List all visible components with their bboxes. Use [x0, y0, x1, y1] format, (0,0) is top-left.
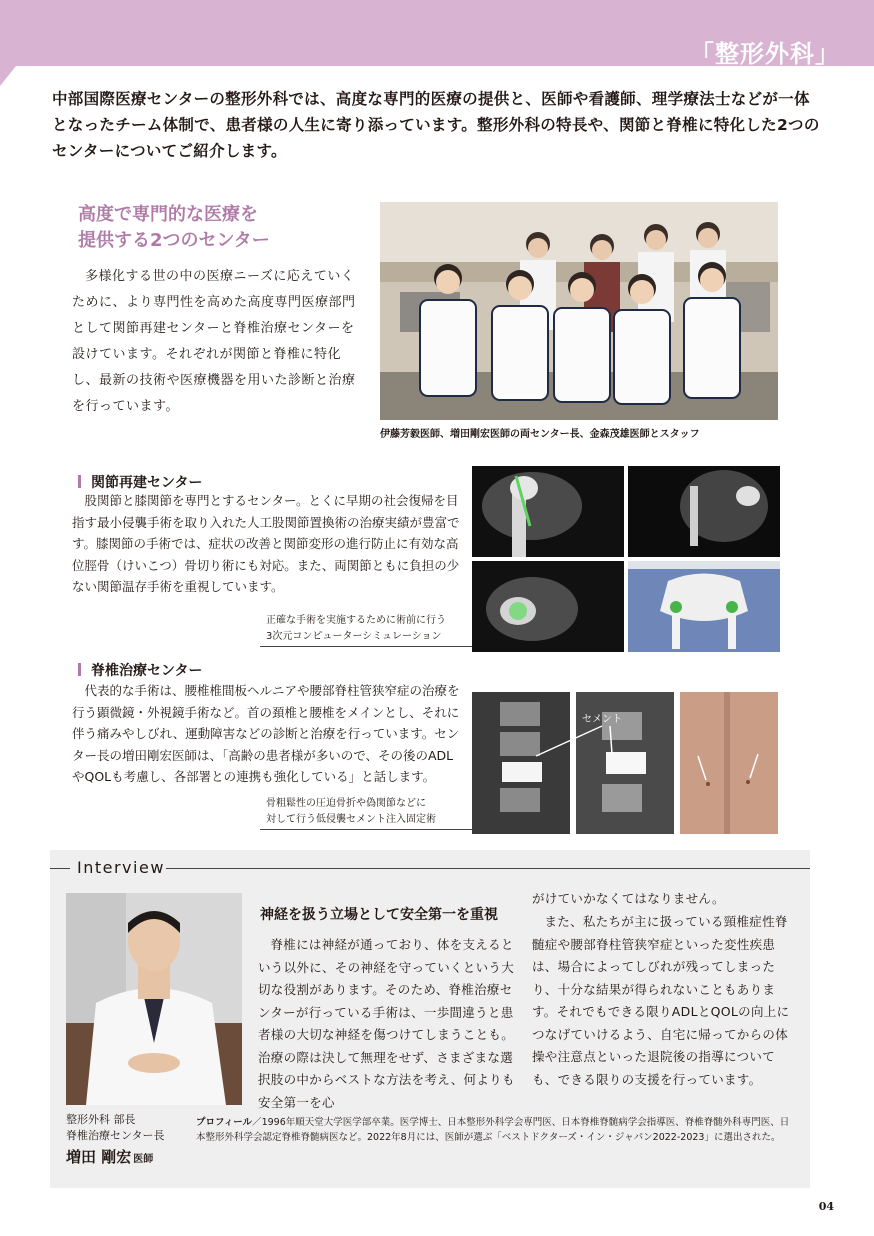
heading-bar [78, 663, 81, 676]
interview-column-2: また、私たちが主に扱っている頸椎症性脊髄症や腰部脊柱管狭窄症といった変性疾患は、場合によってしびれが残ってしまったり、十分な結果が得られないこともあります。それでもできる限りADLとQOLの向上につなげていけるよう、自宅に帰ってからの体操や注意点といった退院後の指導についても、できる限りの支援を行っています。 [532, 914, 790, 1087]
joint-caption-rule [260, 646, 472, 647]
spine-caption-line2: 対して行う低侵襲セメント注入固定術 [266, 814, 436, 825]
profile-label: プロフィール [196, 1117, 253, 1128]
ct-image-axial [472, 561, 624, 652]
interview-heading: 神経を扱う立場として安全第一を重視 [260, 907, 498, 923]
ct-image-3 [472, 561, 624, 652]
section-heading-line2: 提供する2つのセンター [78, 230, 270, 251]
interview-rule-right [166, 868, 810, 869]
spine-center-body: 代表的な手術は、腰椎椎間板ヘルニアや腰部脊柱管狭窄症の治療を行う顕微鏡・外視鏡手術など。首の頚椎と腰椎をメインとし、それに伴う痛みやしびれ、運動障害などの診断と治療を行っています。センター長の増田剛宏医師は、「高齢の患者様が多いので、その後のADLやQOLも考慮し、各部署との連携も強化している」と話します。 [72, 683, 460, 784]
interview-column-2-first-line: がけていかなくてはなりません。 [532, 891, 725, 906]
ct-simulation-images [472, 466, 780, 652]
ct-image-2 [628, 466, 780, 557]
spine-caption [266, 796, 472, 828]
doctor-title-1: 整形外科 部長 [66, 1113, 136, 1126]
department-title: 「整形外科」 [690, 40, 840, 68]
cement-label: セメント [582, 714, 622, 725]
heading-bar [78, 475, 81, 488]
spine-caption-rule [260, 829, 472, 830]
spine-images-svg [472, 692, 778, 834]
joint-center-heading [78, 472, 202, 492]
doctor-suffix: 医師 [133, 1154, 154, 1165]
interview-rule-left [50, 868, 70, 869]
spine-caption-line1: 骨粗鬆性の圧迫骨折や偽関節などに [266, 798, 426, 809]
joint-center-heading-text: 関節再建センター [91, 475, 203, 491]
spine-center-heading-text: 脊椎治療センター [91, 663, 203, 679]
joint-caption-line1: 正確な手術を実施するために術前に行う [266, 615, 446, 626]
page-number: 04 [818, 1200, 834, 1213]
spine-center-heading [78, 660, 202, 680]
team-photo-caption: 伊藤芳毅医師、増田剛宏医師の両センター長、金森茂雄医師とスタッフ [380, 429, 700, 440]
team-photo [380, 202, 778, 420]
section-body: 多様化する世の中の医療ニーズに応えていくために、より専門性を高めた高度専門医療部門として関節再建センターと脊椎治療センターを設けています。それぞれが関節と脊椎に特化し、最新の技術や医療機器を用いた診断と治療を行っています。 [72, 269, 356, 414]
ct-image-1 [472, 466, 624, 557]
doctor-photo-illustration [66, 893, 242, 1105]
section-heading [78, 202, 338, 254]
ct-image-femur-side [628, 466, 780, 557]
lead-paragraph: 中部国際医療センターの整形外科では、高度な専門的医療の提供と、医師や看護師、理学療法士などが一体となったチーム体制で、患者様の人生に寄り添っています。整形外科の特長や、関節と脊椎に特化した2つのセンターについてご紹介します。 [52, 90, 820, 160]
profile-text: ／1996年順天堂大学医学部卒業。医学博士、日本整形外科学会専門医、日本脊椎脊髄病学会指導医、脊椎脊髄外科専門医、日本整形外科学会認定脊椎脊髄病医など。2022年8月には、医師が選ぶ「ベストドクターズ・イン・ジャパン2022-2023」に選出された。 [196, 1117, 790, 1143]
joint-center-body: 股関節と膝関節を専門とするセンター。とくに早期の社会復帰を目指す最小侵襲手術を取り入れた人工股関節置換術の治療実績が豊富です。膝関節の手術では、症状の改善と関節変形の進行防止に有効な高位脛骨（けいこつ）骨切り術にも対応。また、両関節ともに負担の少ない関節温存手術を重視しています。 [72, 493, 460, 594]
doctor-title-2: 脊椎治療センター長 [66, 1129, 165, 1142]
doctor-name [66, 1146, 153, 1167]
team-photo-illustration [380, 202, 778, 420]
ct-image-3d-pelvis [628, 561, 780, 652]
header-band-notch [0, 66, 16, 86]
ct-image-4 [628, 561, 780, 652]
joint-caption-line2: 3次元コンピューターシミュレーション [266, 631, 442, 642]
doctor-name-text: 増田 剛宏 [66, 1148, 132, 1166]
interview-column-1: 脊椎には神経が通っており、体を支えるという以外に、その神経を守っていくという大切な役割があります。そのため、脊椎治療センターが行っている手術は、一歩間違うと患者様の大切な神経を傷つけてしまうことも。治療の際は決して無理をせず、さまざまな選択肢の中からベストな方法を考え、何よりも安全第一を心 [258, 937, 515, 1110]
ct-image-femur-front [472, 466, 624, 557]
doctor-photo [66, 893, 242, 1105]
joint-caption [266, 613, 472, 645]
interview-label: Interview [77, 858, 165, 877]
section-heading-line1: 高度で専門的な医療を [78, 204, 258, 225]
doctor-profile [196, 1115, 796, 1145]
spine-images [472, 692, 778, 834]
